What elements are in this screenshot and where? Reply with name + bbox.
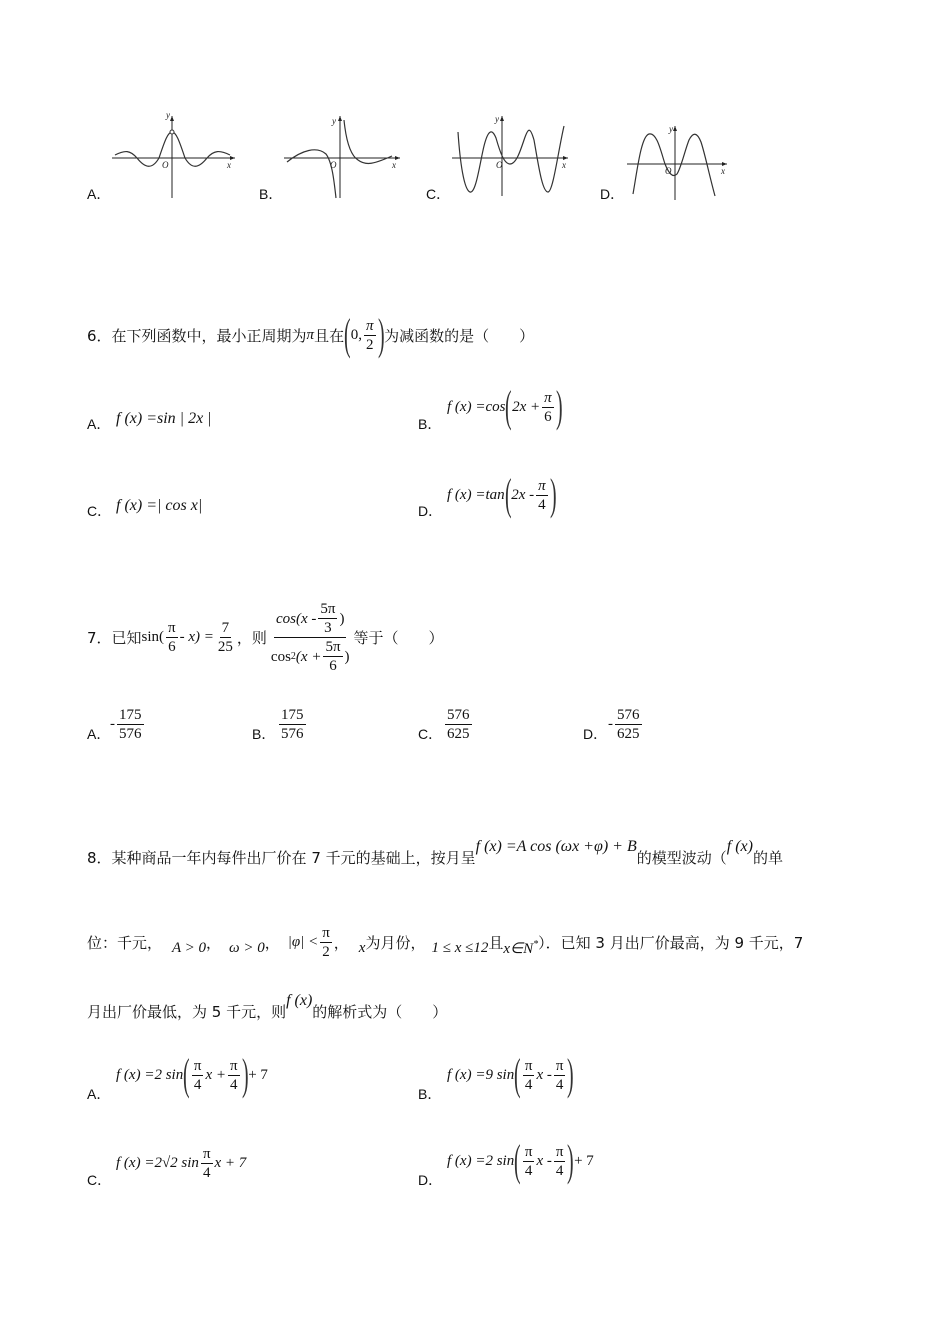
q6-interval-frac: $\frac{\pi}{2}$	[365, 317, 374, 353]
q8-line2-c: ）．已知 3 月出厂价最高，为 9 千元，7	[538, 933, 804, 952]
q6-stem: 6．在下列函数中，最小正周期为 π 且在 ( 0, $\frac{\pi}{2}$ ) 为减函数的是（ ）	[87, 310, 535, 359]
q5-d-origin: O	[665, 166, 672, 176]
q5-graph-d	[625, 122, 735, 206]
q5-b-y-label: y	[332, 116, 336, 126]
q8-line3-b: 的解析式为（ ）	[312, 1002, 448, 1021]
q8-option-c-label: C．	[87, 1172, 112, 1188]
q7-option-d-label: D．	[583, 726, 608, 742]
q6-d-in: 2x -	[511, 486, 535, 503]
q6-stem-prefix: 6．在下列函数中，最小正周期为	[87, 326, 307, 345]
q7-sin-pre: sin(	[141, 629, 165, 645]
q5-c-origin: O	[496, 160, 503, 170]
q5-b-origin: O	[330, 160, 337, 170]
q5-c-x-label: x	[562, 160, 566, 170]
q8-line2-a: 位：千元，	[87, 933, 163, 952]
q8-model: f (x) =A cos (ωx +φ) + B	[475, 838, 637, 855]
q6-option-a-label: A．	[87, 416, 111, 432]
q6-stem-suffix: 为减函数的是（ ）	[384, 326, 535, 345]
q7-sin-frac: $\frac{\pi}{6}$	[168, 620, 176, 655]
q8-fx2: f (x)	[286, 992, 313, 1009]
q5-option-a-label: A．	[87, 186, 111, 202]
q6-option-c-label: C．	[87, 503, 112, 519]
q5-a-y-label: y	[166, 110, 170, 120]
q6-option-d-expr: f (x) =tan ( 2x - $\frac{\pi}{4}$ )	[447, 470, 557, 519]
q5-graph-b	[282, 110, 407, 204]
q8-option-b-expr: f (x) =9 sin ( $\frac{\pi}{4}$ x - $\frac{\pi}{4}$ )	[447, 1050, 575, 1099]
q8-option-b-label: B．	[418, 1086, 442, 1102]
q6-pi: π	[306, 326, 315, 343]
q7-option-c-value: $\frac{576}{625}$	[447, 707, 470, 742]
q7-option-d-value: - $\frac{576}{625}$	[608, 707, 640, 742]
q8-xvar: x	[358, 939, 366, 956]
q5-d-y-label: y	[669, 124, 673, 134]
q7-option-b-label: B．	[252, 726, 276, 742]
q6-b-pre: f (x) =cos	[447, 398, 506, 415]
q8-option-c-expr: f (x) =2√2 sin $\frac{\pi}{4}$ x + 7	[116, 1145, 247, 1181]
q5-c-y-label: y	[495, 114, 499, 124]
q7-sin-post: - x) =	[179, 629, 214, 645]
q8-fx: f (x)	[726, 838, 753, 855]
q7-option-a-value: - $\frac{175}{576}$	[110, 707, 142, 742]
q6-interval-left: 0,	[350, 326, 362, 343]
q6-b-frac: $\frac{\pi}{6}$	[544, 389, 552, 425]
q8-line1-suffix: 的单	[752, 848, 783, 867]
q8-line1	[87, 838, 783, 872]
q8-cond4: 1 ≤ x ≤12	[431, 939, 489, 956]
q6-option-a-expr: f (x) =sin | 2x |	[116, 410, 212, 427]
q6-stem-mid: 且在	[314, 326, 345, 345]
q6-option-b-label: B．	[418, 416, 442, 432]
q8-line2: 位：千元， A > 0 ， ω > 0 ， |φ| < $\frac{\pi}{2}$ ， x 为月份， 1 ≤ x ≤12 且 x∈N* ）．已知 3 月出厂价最高，为 9 千元，7	[87, 924, 804, 960]
q7-stem	[87, 595, 444, 680]
q8-cond3-pre: |φ| <	[287, 933, 319, 950]
q8-option-d-expr: f (x) =2 sin ( $\frac{\pi}{4}$ x - $\frac{\pi}{4}$ ) + 7	[447, 1136, 594, 1185]
q8-cond2: ω > 0	[229, 939, 265, 956]
q6-d-frac: $\frac{\pi}{4}$	[538, 477, 546, 513]
q8-option-d-label: D．	[418, 1172, 443, 1188]
q5-d-x-label: x	[721, 166, 725, 176]
q7-option-a-label: A．	[87, 726, 111, 742]
q7-value-frac: $\frac{7}{25}$	[217, 620, 233, 655]
q8-cond3-frac: $\frac{\pi}{2}$	[322, 924, 330, 960]
q7-stem-prefix: 7．已知	[87, 629, 142, 647]
q8-line1-mid: 的模型波动（	[636, 848, 727, 867]
q6-option-c-expr: f (x) =| cos x|	[116, 497, 203, 514]
q5-graph-c	[450, 112, 575, 201]
q8-line3-a: 月出厂价最低，为 5 千元，则	[87, 1002, 287, 1021]
q7-option-c-label: C．	[418, 726, 443, 742]
q8-line2-b: 为月份，	[365, 933, 426, 952]
q6-option-d-label: D．	[418, 503, 443, 519]
q8-cond1: A > 0	[172, 939, 207, 956]
q7-stem-suffix: 等于（ ）	[353, 629, 444, 647]
q5-b-x-label: x	[392, 160, 396, 170]
q7-then: ，则	[236, 629, 267, 647]
q5-option-d-label: D．	[600, 186, 625, 202]
q8-line3	[87, 994, 447, 1028]
q6-b-in: 2x +	[512, 398, 541, 415]
q8-cond5: x∈N*	[503, 938, 539, 957]
q8-option-a-label: A．	[87, 1086, 111, 1102]
q5-option-c-label: C．	[426, 186, 451, 202]
q6-option-b-expr: f (x) =cos ( 2x + $\frac{\pi}{6}$ )	[447, 382, 563, 431]
q5-a-x-label: x	[227, 160, 231, 170]
q5-a-origin: O	[162, 160, 169, 170]
q7-option-b-value: $\frac{175}{576}$	[281, 707, 304, 742]
q8-line1-prefix: 8．某种商品一年内每件出厂价在 7 千元的基础上，按月呈	[87, 848, 476, 867]
q5-graph-a	[110, 110, 240, 204]
q6-d-pre: f (x) =tan	[447, 486, 505, 503]
q7-big-frac: cos(x - $\frac{5\pi}{3}$ ) cos 2 (x + $\frac{5\pi}{6}$ )	[270, 601, 350, 674]
q8-option-a-expr: f (x) =2 sin ( $\frac{\pi}{4}$ x + $\frac{\pi}{4}$ ) + 7	[116, 1050, 268, 1099]
q5-option-b-label: B．	[259, 186, 283, 202]
